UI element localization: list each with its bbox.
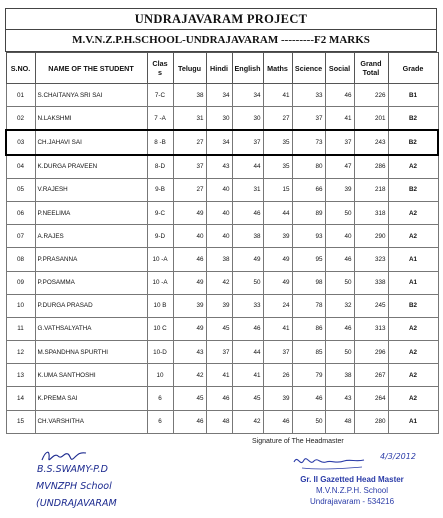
cell-english: 50 [232, 271, 263, 294]
cell-cls: 9-D [147, 225, 173, 248]
cell-sno: 02 [6, 107, 35, 131]
cell-name: K.UMA SANTHOSHI [35, 364, 147, 387]
cell-social: 50 [325, 271, 354, 294]
cell-hindi: 40 [206, 178, 232, 201]
cell-grade: B2 [388, 178, 438, 201]
cell-sno: 15 [6, 410, 35, 433]
cell-maths: 35 [263, 155, 292, 179]
cell-maths: 27 [263, 107, 292, 131]
cell-cls: 7 -A [147, 107, 173, 131]
cell-telugu: 27 [173, 178, 206, 201]
cell-telugu: 38 [173, 84, 206, 107]
cell-grade: A2 [388, 317, 438, 340]
table-body [6, 84, 438, 434]
table-row [6, 248, 438, 271]
headmaster-stamp [262, 474, 442, 507]
cell-maths: 41 [263, 84, 292, 107]
cell-hindi: 38 [206, 248, 232, 271]
cell-total: 201 [354, 107, 388, 131]
cell-science: 95 [292, 248, 325, 271]
cell-name: P.NEELIMA [35, 201, 147, 224]
cell-grade: A2 [388, 364, 438, 387]
cell-english: 41 [232, 364, 263, 387]
cell-maths: 35 [263, 130, 292, 154]
cell-science: 80 [292, 155, 325, 179]
cell-hindi: 30 [206, 107, 232, 131]
cell-science: 98 [292, 271, 325, 294]
cell-cls: 9-C [147, 201, 173, 224]
cell-name: S.CHAITANYA SRI SAI [35, 84, 147, 107]
cell-total: 218 [354, 178, 388, 201]
table-row [6, 317, 438, 340]
cell-telugu: 49 [173, 271, 206, 294]
cell-telugu: 46 [173, 410, 206, 433]
cell-name: N.LAKSHMI [35, 107, 147, 131]
cell-science: 73 [292, 130, 325, 154]
cell-sno: 14 [6, 387, 35, 410]
cell-social: 38 [325, 364, 354, 387]
cell-sno: 04 [6, 155, 35, 179]
cell-cls: 10 -A [147, 271, 173, 294]
cell-telugu: 40 [173, 225, 206, 248]
cell-name: K.PREMA SAI [35, 387, 147, 410]
cell-maths: 15 [263, 178, 292, 201]
cell-cls: 8-D [147, 155, 173, 179]
cell-english: 42 [232, 410, 263, 433]
cell-grade: B2 [388, 107, 438, 131]
cell-english: 45 [232, 387, 263, 410]
cell-grade: A1 [388, 410, 438, 433]
cell-name: P.PRASANNA [35, 248, 147, 271]
table-row [6, 130, 438, 154]
cell-english: 31 [232, 178, 263, 201]
cell-total: 280 [354, 410, 388, 433]
cell-maths: 44 [263, 201, 292, 224]
table-row [6, 107, 438, 131]
cell-cls: 9-B [147, 178, 173, 201]
cell-hindi: 34 [206, 130, 232, 154]
cell-social: 46 [325, 317, 354, 340]
table-row [6, 364, 438, 387]
cell-social: 37 [325, 130, 354, 154]
cell-total: 290 [354, 225, 388, 248]
handwritten-line-2: MVNZPH School [36, 481, 112, 492]
cell-hindi: 40 [206, 225, 232, 248]
cell-english: 44 [232, 155, 263, 179]
cell-sno: 10 [6, 294, 35, 317]
col-name: NAME OF THE STUDENT [35, 53, 147, 84]
cell-hindi: 40 [206, 201, 232, 224]
cell-hindi: 43 [206, 155, 232, 179]
cell-grade: B2 [388, 130, 438, 154]
cell-hindi: 46 [206, 387, 232, 410]
cell-sno: 01 [6, 84, 35, 107]
cell-telugu: 31 [173, 107, 206, 131]
cell-name: P.DURGA PRASAD [35, 294, 147, 317]
cell-cls: 6 [147, 387, 173, 410]
cell-telugu: 45 [173, 387, 206, 410]
cell-sno: 03 [6, 130, 35, 154]
school-subtitle: M.V.N.Z.P.H.SCHOOL-UNDRAJAVARAM ---------F2 MARKS [5, 29, 437, 52]
marks-table [5, 52, 439, 434]
cell-total: 323 [354, 248, 388, 271]
cell-telugu: 43 [173, 341, 206, 364]
cell-hindi: 34 [206, 84, 232, 107]
cell-name: M.SPANDHNA SPURTHI [35, 341, 147, 364]
table-row [6, 84, 438, 107]
cell-social: 43 [325, 387, 354, 410]
cell-grade: A1 [388, 248, 438, 271]
col-telugu: Telugu [173, 53, 206, 84]
stamp-line-1: Gr. II Gazetted Head Master [300, 475, 404, 484]
table-row [6, 341, 438, 364]
cell-total: 245 [354, 294, 388, 317]
cell-science: 37 [292, 107, 325, 131]
cell-english: 33 [232, 294, 263, 317]
cell-english: 44 [232, 341, 263, 364]
cell-english: 30 [232, 107, 263, 131]
cell-cls: 10 C [147, 317, 173, 340]
cell-total: 264 [354, 387, 388, 410]
cell-cls: 8 -B [147, 130, 173, 154]
headmaster-signature [292, 452, 372, 472]
table-row [6, 201, 438, 224]
col-grade: Grade [388, 53, 438, 84]
cell-hindi: 41 [206, 364, 232, 387]
marks-sheet [5, 8, 437, 434]
col-total-l1: Grand [360, 59, 382, 68]
cell-cls: 10 B [147, 294, 173, 317]
cell-science: 79 [292, 364, 325, 387]
cell-telugu: 37 [173, 155, 206, 179]
handwritten-line-1: B.S.SWAMY-P.D [37, 464, 108, 475]
cell-grade: A2 [388, 201, 438, 224]
cell-maths: 39 [263, 225, 292, 248]
cell-science: 50 [292, 410, 325, 433]
cell-name: P.POSAMMA [35, 271, 147, 294]
cell-total: 267 [354, 364, 388, 387]
cell-telugu: 39 [173, 294, 206, 317]
cell-sno: 13 [6, 364, 35, 387]
cell-social: 39 [325, 178, 354, 201]
cell-hindi: 45 [206, 317, 232, 340]
cell-name: K.DURGA PRAVEEN [35, 155, 147, 179]
table-row [6, 410, 438, 433]
cell-cls: 10-D [147, 341, 173, 364]
cell-sno: 09 [6, 271, 35, 294]
cell-science: 46 [292, 387, 325, 410]
cell-science: 33 [292, 84, 325, 107]
cell-science: 78 [292, 294, 325, 317]
cell-social: 41 [325, 107, 354, 131]
cell-grade: B2 [388, 294, 438, 317]
cell-english: 46 [232, 317, 263, 340]
cell-total: 318 [354, 201, 388, 224]
cell-hindi: 42 [206, 271, 232, 294]
stamp-line-3: Undrajavaram - 534216 [309, 497, 395, 506]
cell-telugu: 49 [173, 201, 206, 224]
col-sno: S.NO. [6, 53, 35, 84]
cell-science: 66 [292, 178, 325, 201]
cell-sno: 06 [6, 201, 35, 224]
cell-name: CH.VARSHITHA [35, 410, 147, 433]
cell-total: 338 [354, 271, 388, 294]
cell-maths: 49 [263, 248, 292, 271]
cell-name: G.VATHSALYATHA [35, 317, 147, 340]
cell-hindi: 48 [206, 410, 232, 433]
cell-name: A.RAJES [35, 225, 147, 248]
cell-english: 34 [232, 84, 263, 107]
signature-label: Signature of The Headmaster [252, 438, 344, 445]
cell-social: 48 [325, 410, 354, 433]
table-header-row [6, 53, 438, 84]
col-hindi: Hindi [206, 53, 232, 84]
col-class-l1: Clas [152, 59, 168, 68]
cell-english: 46 [232, 201, 263, 224]
cell-maths: 49 [263, 271, 292, 294]
col-social: Social [325, 53, 354, 84]
cell-sno: 07 [6, 225, 35, 248]
cell-social: 46 [325, 248, 354, 271]
cell-sno: 05 [6, 178, 35, 201]
cell-total: 296 [354, 341, 388, 364]
project-title: UNDRAJAVARAM PROJECT [5, 8, 437, 29]
table-row [6, 294, 438, 317]
cell-telugu: 46 [173, 248, 206, 271]
cell-sno: 11 [6, 317, 35, 340]
cell-total: 243 [354, 130, 388, 154]
cell-social: 50 [325, 341, 354, 364]
col-total [354, 53, 388, 84]
cell-telugu: 42 [173, 364, 206, 387]
cell-social: 40 [325, 225, 354, 248]
cell-name: V.RAJESH [35, 178, 147, 201]
cell-grade: A2 [388, 341, 438, 364]
signature-date: 4/3/2012 [380, 452, 416, 461]
cell-cls: 6 [147, 410, 173, 433]
col-class [147, 53, 173, 84]
cell-maths: 26 [263, 364, 292, 387]
table-row [6, 387, 438, 410]
cell-telugu: 49 [173, 317, 206, 340]
cell-sno: 12 [6, 341, 35, 364]
cell-cls: 7-C [147, 84, 173, 107]
cell-grade: A1 [388, 271, 438, 294]
cell-grade: A2 [388, 225, 438, 248]
cell-telugu: 27 [173, 130, 206, 154]
cell-hindi: 39 [206, 294, 232, 317]
cell-total: 226 [354, 84, 388, 107]
cell-english: 49 [232, 248, 263, 271]
cell-hindi: 37 [206, 341, 232, 364]
cell-cls: 10 -A [147, 248, 173, 271]
cell-science: 85 [292, 341, 325, 364]
cell-name: CH.JAHAVI SAI [35, 130, 147, 154]
cell-grade: B1 [388, 84, 438, 107]
table-row [6, 225, 438, 248]
stamp-line-2: M.V.N.Z.P.H. School [315, 486, 389, 495]
col-total-l2: Total [362, 68, 380, 77]
cell-science: 86 [292, 317, 325, 340]
col-english: English [232, 53, 263, 84]
cell-english: 37 [232, 130, 263, 154]
table-row [6, 271, 438, 294]
cell-social: 47 [325, 155, 354, 179]
col-maths: Maths [263, 53, 292, 84]
cell-grade: A2 [388, 387, 438, 410]
cell-maths: 24 [263, 294, 292, 317]
table-row [6, 178, 438, 201]
cell-social: 32 [325, 294, 354, 317]
table-row [6, 155, 438, 179]
cell-grade: A2 [388, 155, 438, 179]
col-science: Science [292, 53, 325, 84]
cell-sno: 08 [6, 248, 35, 271]
handwritten-line-3: (UNDRAJAVARAM [36, 498, 117, 509]
cell-maths: 46 [263, 410, 292, 433]
cell-science: 89 [292, 201, 325, 224]
cell-english: 38 [232, 225, 263, 248]
cell-total: 313 [354, 317, 388, 340]
cell-maths: 41 [263, 317, 292, 340]
cell-science: 93 [292, 225, 325, 248]
cell-maths: 39 [263, 387, 292, 410]
cell-social: 50 [325, 201, 354, 224]
cell-total: 286 [354, 155, 388, 179]
col-class-l2: s [158, 68, 162, 77]
cell-social: 46 [325, 84, 354, 107]
cell-cls: 10 [147, 364, 173, 387]
cell-maths: 37 [263, 341, 292, 364]
